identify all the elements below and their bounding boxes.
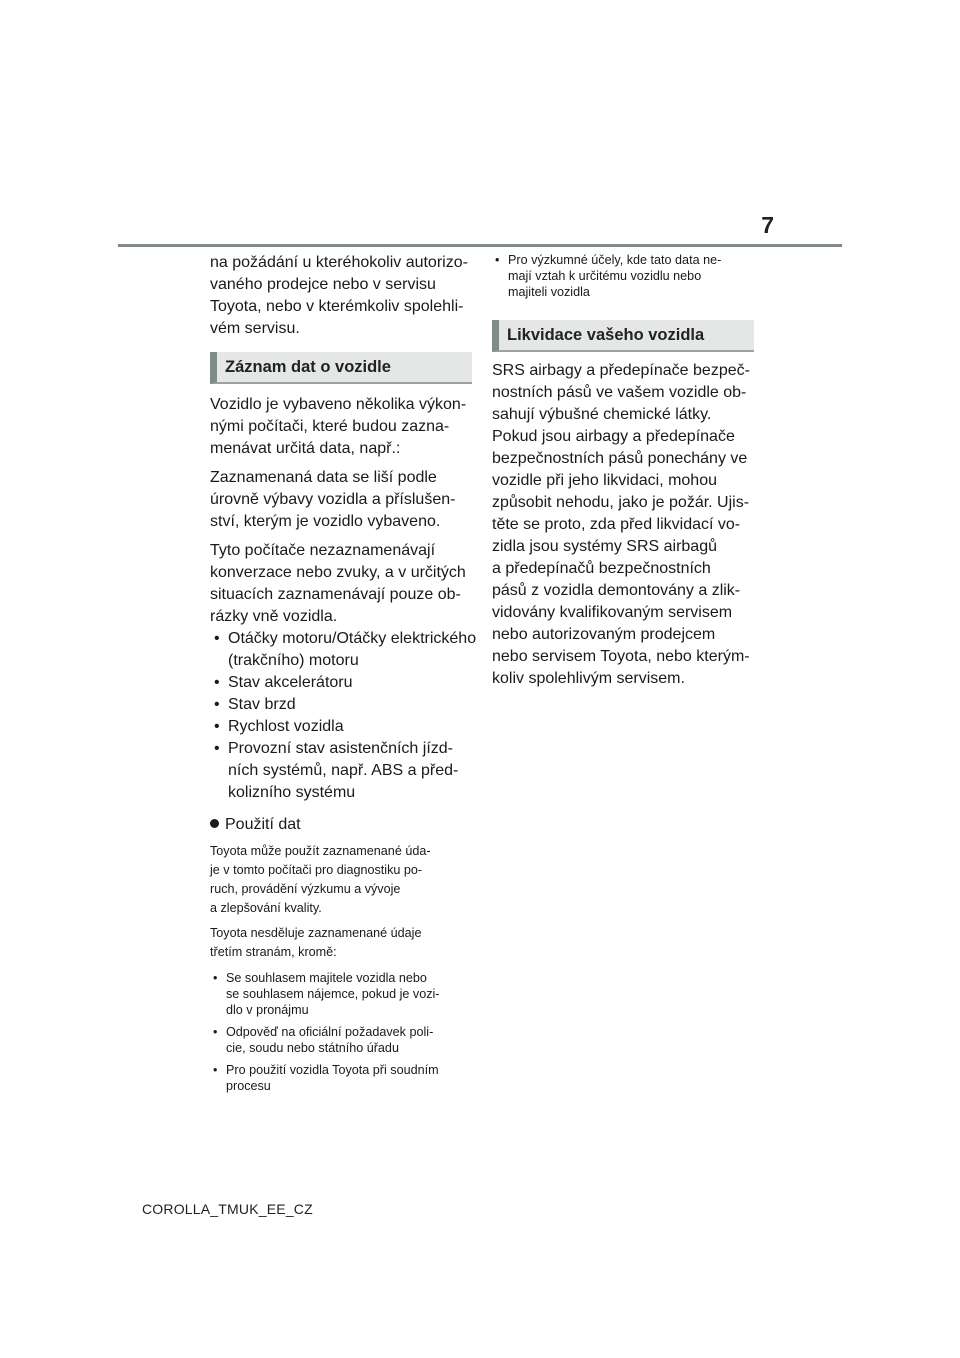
list-item	[210, 738, 472, 804]
text-line: vaného prodejce nebo v servisu	[210, 276, 436, 293]
text-line: Tyto počítače nezaznamenávají	[210, 542, 436, 559]
text-line: procesu	[226, 1079, 271, 1093]
section-heading-vehicle-data: Záznam dat o vozidle	[210, 352, 472, 384]
disclosure-exceptions-list	[210, 970, 472, 1094]
text-line: nebo servisem Toyota, nebo kterým-	[492, 648, 750, 665]
text-line: nebo autorizovaným prodejcem	[492, 626, 716, 643]
text-line: nostních pásů ve vašem vozidle ob-	[492, 384, 747, 401]
text-line: konverzace nebo zvuky, a v určitých	[210, 564, 466, 581]
list-item	[210, 694, 472, 716]
paragraph	[210, 394, 472, 460]
intro-paragraph	[210, 252, 472, 340]
list-item	[210, 672, 472, 694]
text-line: dlo v pronájmu	[226, 1003, 309, 1017]
paragraph	[210, 467, 472, 533]
text-line: a zlepšování kvality.	[210, 901, 322, 915]
text-line: kolizního systému	[228, 784, 356, 801]
list-item	[492, 252, 754, 300]
text-line: • Pro výzkumné účely, kde tato data ne-	[508, 253, 722, 267]
text-line: mají vztah k určitému vozidlu nebo	[508, 269, 702, 283]
text-line: vozidle při jeho likvidaci, mohou	[492, 472, 717, 489]
text-line: • Se souhlasem majitele vozidla nebo	[226, 971, 427, 985]
text-line: • Odpověď na oficiální požadavek poli-	[226, 1025, 434, 1039]
text-line: ruch, provádění výzkumu a vývoje	[210, 882, 401, 896]
list-item	[210, 970, 472, 1018]
text-line: • Provozní stav asistenčních jízd-	[228, 740, 453, 757]
recorded-data-list	[210, 628, 477, 804]
text-line: bezpečnostních pásů ponechány ve	[492, 450, 748, 467]
page-number: 7	[761, 212, 774, 238]
right-column	[492, 252, 754, 697]
text-line: cie, soudu nebo státního úřadu	[226, 1041, 399, 1055]
subheading-label: Použití dat	[225, 816, 301, 833]
text-line: majiteli vozidla	[508, 285, 590, 299]
text-line: koliv spolehlivým servisem.	[492, 670, 685, 687]
section-heading-vehicle-disposal: Likvidace vašeho vozidla	[492, 320, 754, 352]
text-line: Toyota nesděluje zaznamenané údaje	[210, 926, 422, 940]
text-line: nými počítači, které budou zazna-	[210, 418, 450, 435]
text-line: úrovně výbavy vozidla a příslušen-	[210, 491, 456, 508]
disposal-paragraph	[492, 360, 754, 690]
text-line: • Rychlost vozidla	[228, 718, 344, 735]
paragraph	[210, 540, 472, 628]
left-column	[210, 252, 477, 1100]
small-paragraph	[210, 924, 472, 962]
text-line: třetím stranám, kromě:	[210, 945, 337, 959]
list-item	[210, 1024, 472, 1056]
text-line: • Otáčky motoru/Otáčky elektrického	[228, 630, 477, 647]
text-line: zidla jsou systémy SRS airbagů	[492, 538, 717, 555]
text-line: • Stav akcelerátoru	[228, 674, 353, 691]
text-line: způsobit nehodu, jako je požár. Ujis-	[492, 494, 750, 511]
text-line: a předepínačů bezpečnostních	[492, 560, 711, 577]
text-line: sahují výbušné chemické látky.	[492, 406, 712, 423]
text-line: je v tomto počítači pro diagnostiku po-	[210, 863, 423, 877]
text-line: • Stav brzd	[228, 696, 296, 713]
document-code: COROLLA_TMUK_EE_CZ	[142, 1201, 313, 1217]
text-line: vidovány kvalifikovaným servisem	[492, 604, 733, 621]
text-line: Pokud jsou airbagy a předepínače	[492, 428, 735, 445]
text-line: se souhlasem nájemce, pokud je vozi-	[226, 987, 440, 1001]
text-line: situacích zaznamenávají pouze ob-	[210, 586, 461, 603]
header-rule	[118, 244, 842, 247]
text-line: na požádání u kteréhokoliv autorizo-	[210, 254, 468, 271]
text-line: Toyota, nebo v kterémkoliv spolehli-	[210, 298, 464, 315]
text-line: SRS airbagy a předepínače bezpeč-	[492, 362, 750, 379]
list-item	[210, 628, 477, 672]
text-line: Vozidlo je vybaveno několika výkon-	[210, 396, 467, 413]
text-line: Zaznamenaná data se liší podle	[210, 469, 437, 486]
text-line: menávat určitá data, např.:	[210, 440, 401, 457]
text-line: (trakčního) motoru	[228, 652, 359, 669]
subheading-data-use	[210, 814, 472, 836]
small-paragraph	[210, 842, 472, 918]
research-list	[492, 252, 754, 300]
list-item	[210, 716, 472, 738]
text-line: ství, kterým je vozidlo vybaveno.	[210, 513, 441, 530]
bullet-dot-icon	[210, 819, 219, 828]
text-line: Toyota může použít zaznamenané úda-	[210, 844, 431, 858]
text-line: vém servisu.	[210, 320, 300, 337]
text-line: pásů z vozidla demontovány a zlik-	[492, 582, 741, 599]
text-line: těte se proto, zda před likvidací vo-	[492, 516, 741, 533]
text-line: ních systémů, např. ABS a před-	[228, 762, 459, 779]
text-line: rázky vně vozidla.	[210, 608, 338, 625]
list-item	[210, 1062, 472, 1094]
text-line: • Pro použití vozidla Toyota při soudním	[226, 1063, 439, 1077]
